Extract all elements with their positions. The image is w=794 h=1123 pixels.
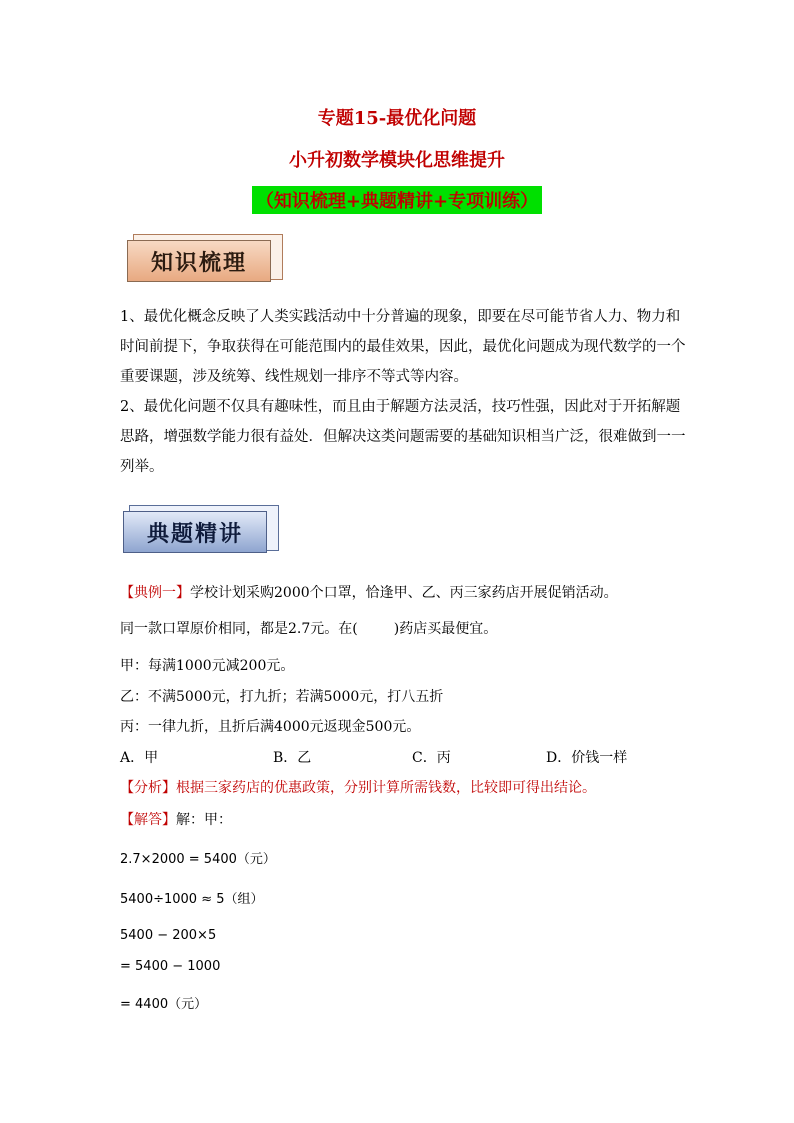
knowledge-points (120, 302, 690, 482)
option-d: D．价钱一样 (546, 750, 628, 766)
solution-step-1: 2.7×2000 = 5400（元） (120, 852, 276, 867)
example-text-part-a: 同一款口罩原价相同，都是2.7元。在( (120, 621, 358, 637)
solution-step-3: 5400 − 200×5 (120, 928, 217, 943)
example-tag: 【典例一】 (120, 585, 190, 601)
condition-3: 丙：一律九折，且折后满4000元返现金500元。 (120, 719, 421, 735)
document-subtitle: 小升初数学模块化思维提升 (289, 150, 505, 171)
option-c: C．丙 (412, 750, 451, 766)
section-banner-knowledge (127, 240, 277, 284)
knowledge-point-1: 1、最优化概念反映了人类实践活动中十分普遍的现象，即要在尽可能节省人力、物力和时间前提下，争取获得在可能范围内的最佳效果，因此，最优化问题成为现代数学的一个重要课题，涉及统筹、线性规划一排序不等式等内容。 (120, 309, 686, 385)
condition-1: 甲：每满1000元减200元。 (120, 658, 295, 674)
answer-tag: 【解答】 (120, 812, 176, 828)
example-text-part-b: )药店买最便宜。 (393, 621, 498, 637)
knowledge-point-2: 2、最优化问题不仅具有趣味性，而且由于解题方法灵活，技巧性强，因此对于开拓解题思路，增强数学能力很有益处．但解决这类问题需要的基础知识相当广泛，很难做到一一列举。 (120, 399, 686, 475)
option-a: A．甲 (120, 750, 159, 766)
analysis (120, 777, 596, 797)
solution-step-5: = 4400（元） (120, 997, 208, 1012)
condition-2: 乙：不满5000元，打九折；若满5000元，打八五折 (120, 689, 444, 705)
banner-label: 典题精讲 (123, 511, 267, 553)
document-title: 专题15-最优化问题 (317, 108, 477, 129)
answer (120, 809, 232, 829)
banner-label: 知识梳理 (127, 240, 271, 282)
tagline-wrapper (0, 186, 794, 214)
solution-step-2: 5400÷1000 ≈ 5（组） (120, 892, 264, 907)
analysis-text: 根据三家药店的优惠政策，分别计算所需钱数，比较即可得出结论。 (176, 780, 596, 796)
document-tagline: （知识梳理+典题精讲+专项训练） (252, 186, 542, 214)
example-question (120, 582, 618, 602)
answer-text: 解：甲： (176, 812, 232, 828)
analysis-tag: 【分析】 (120, 780, 176, 796)
example-question-line2 (120, 618, 497, 638)
solution-step-4: = 5400 − 1000 (120, 959, 221, 974)
section-banner-examples (123, 511, 273, 555)
example-text: 学校计划采购2000个口罩，恰逢甲、乙、丙三家药店开展促销活动。 (190, 585, 618, 601)
option-b: B．乙 (273, 750, 312, 766)
